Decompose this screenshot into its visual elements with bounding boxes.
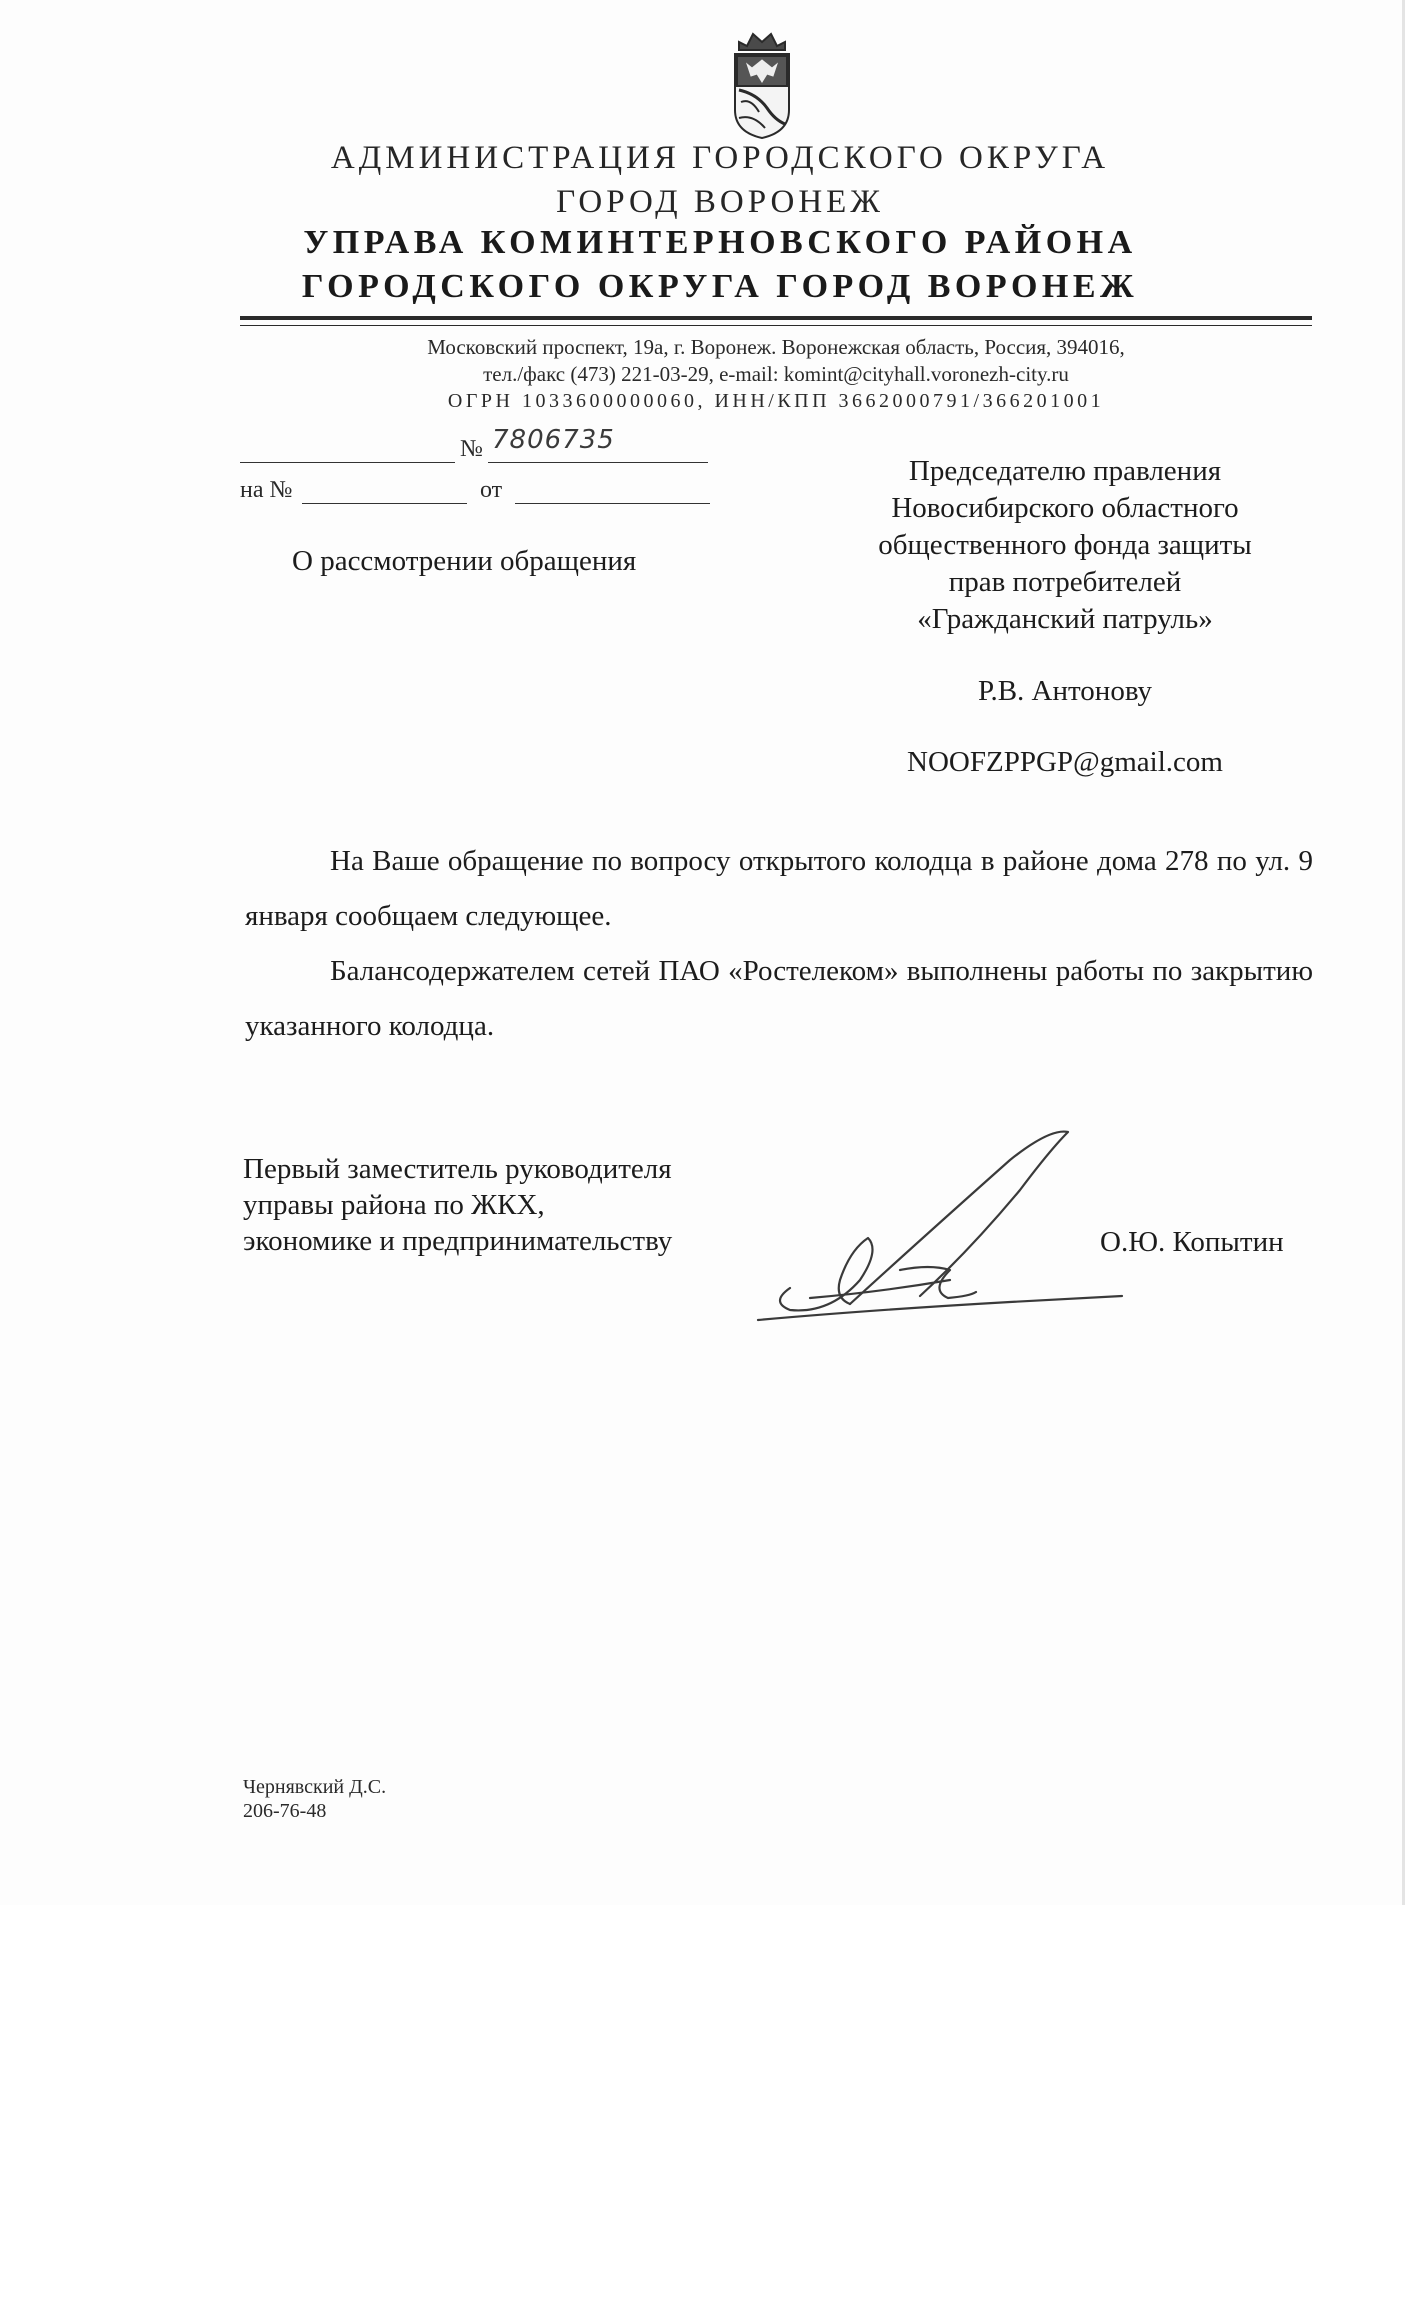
from-label: от (480, 477, 503, 503)
subject-line: О рассмотрении обращения (292, 545, 637, 577)
ref-line (302, 503, 467, 504)
ref-label: на № (240, 477, 293, 503)
header-rule-thick (240, 316, 1312, 320)
body-paragraph-2 (245, 944, 1313, 1054)
addressee-line: «Гражданский патруль» (917, 603, 1213, 635)
signatory-position (243, 1151, 672, 1259)
number-line (488, 462, 708, 463)
addressee-line: Председателю правления (908, 455, 1222, 487)
executor-info (243, 1775, 386, 1823)
addressee-name: Р.В. Антонову (977, 675, 1153, 707)
addressee-block (845, 453, 1285, 638)
header-address: Московский проспект, 19а, г. Воронеж. Воронежская область, Россия, 394016, (427, 335, 1125, 359)
addressee-email: NOOFZPPGP@gmail.com (907, 746, 1223, 778)
from-line (515, 503, 710, 504)
signatory-position-line: экономике и предпринимательству (243, 1225, 673, 1257)
body-paragraph-1-text: На Ваше обращение по вопросу открытого колодца в районе дома 278 по ул. 9 января сообщаем следующее. (245, 845, 1313, 932)
number-label: № (460, 436, 483, 462)
header-admin-line2: ГОРОД ВОРОНЕЖ (556, 184, 884, 220)
header-uprava-line2: ГОРОДСКОГО ОКРУГА ГОРОД ВОРОНЕЖ (301, 268, 1139, 305)
header-ogrn: ОГРН 1033600000060, ИНН/КПП 3662000791/366201001 (447, 390, 1105, 412)
body-paragraph-1 (245, 834, 1313, 944)
header-admin-line1: АДМИНИСТРАЦИЯ ГОРОДСКОГО ОКРУГА (330, 140, 1110, 176)
handwritten-number: 7806735 (492, 425, 615, 455)
signatory-position-line: управы района по ЖКХ, (243, 1189, 545, 1221)
executor-name: Чернявский Д.С. (243, 1776, 387, 1798)
header-rule-thin (240, 325, 1312, 326)
signatory-name: О.Ю. Копытин (1100, 1226, 1284, 1258)
addressee-line: общественного фонда защиты (878, 529, 1252, 561)
header-uprava-line1: УПРАВА КОМИНТЕРНОВСКОГО РАЙОНА (303, 224, 1137, 261)
addressee-line: Новосибирского областного (891, 492, 1239, 524)
coat-of-arms-emblem (727, 28, 797, 140)
signatory-position-line: Первый заместитель руководителя (243, 1153, 672, 1185)
executor-phone: 206-76-48 (243, 1800, 327, 1822)
header-contacts: тел./факс (473) 221-03-29, e-mail: komint@cityhall.voronezh-city.ru (483, 362, 1069, 386)
date-line (240, 462, 455, 463)
body-paragraph-2-text: Балансодержателем сетей ПАО «Ростелеком» выполнены работы по закрытию указанного колодца. (245, 955, 1313, 1042)
handwritten-signature (750, 1120, 1140, 1345)
addressee-line: прав потребителей (948, 566, 1182, 598)
